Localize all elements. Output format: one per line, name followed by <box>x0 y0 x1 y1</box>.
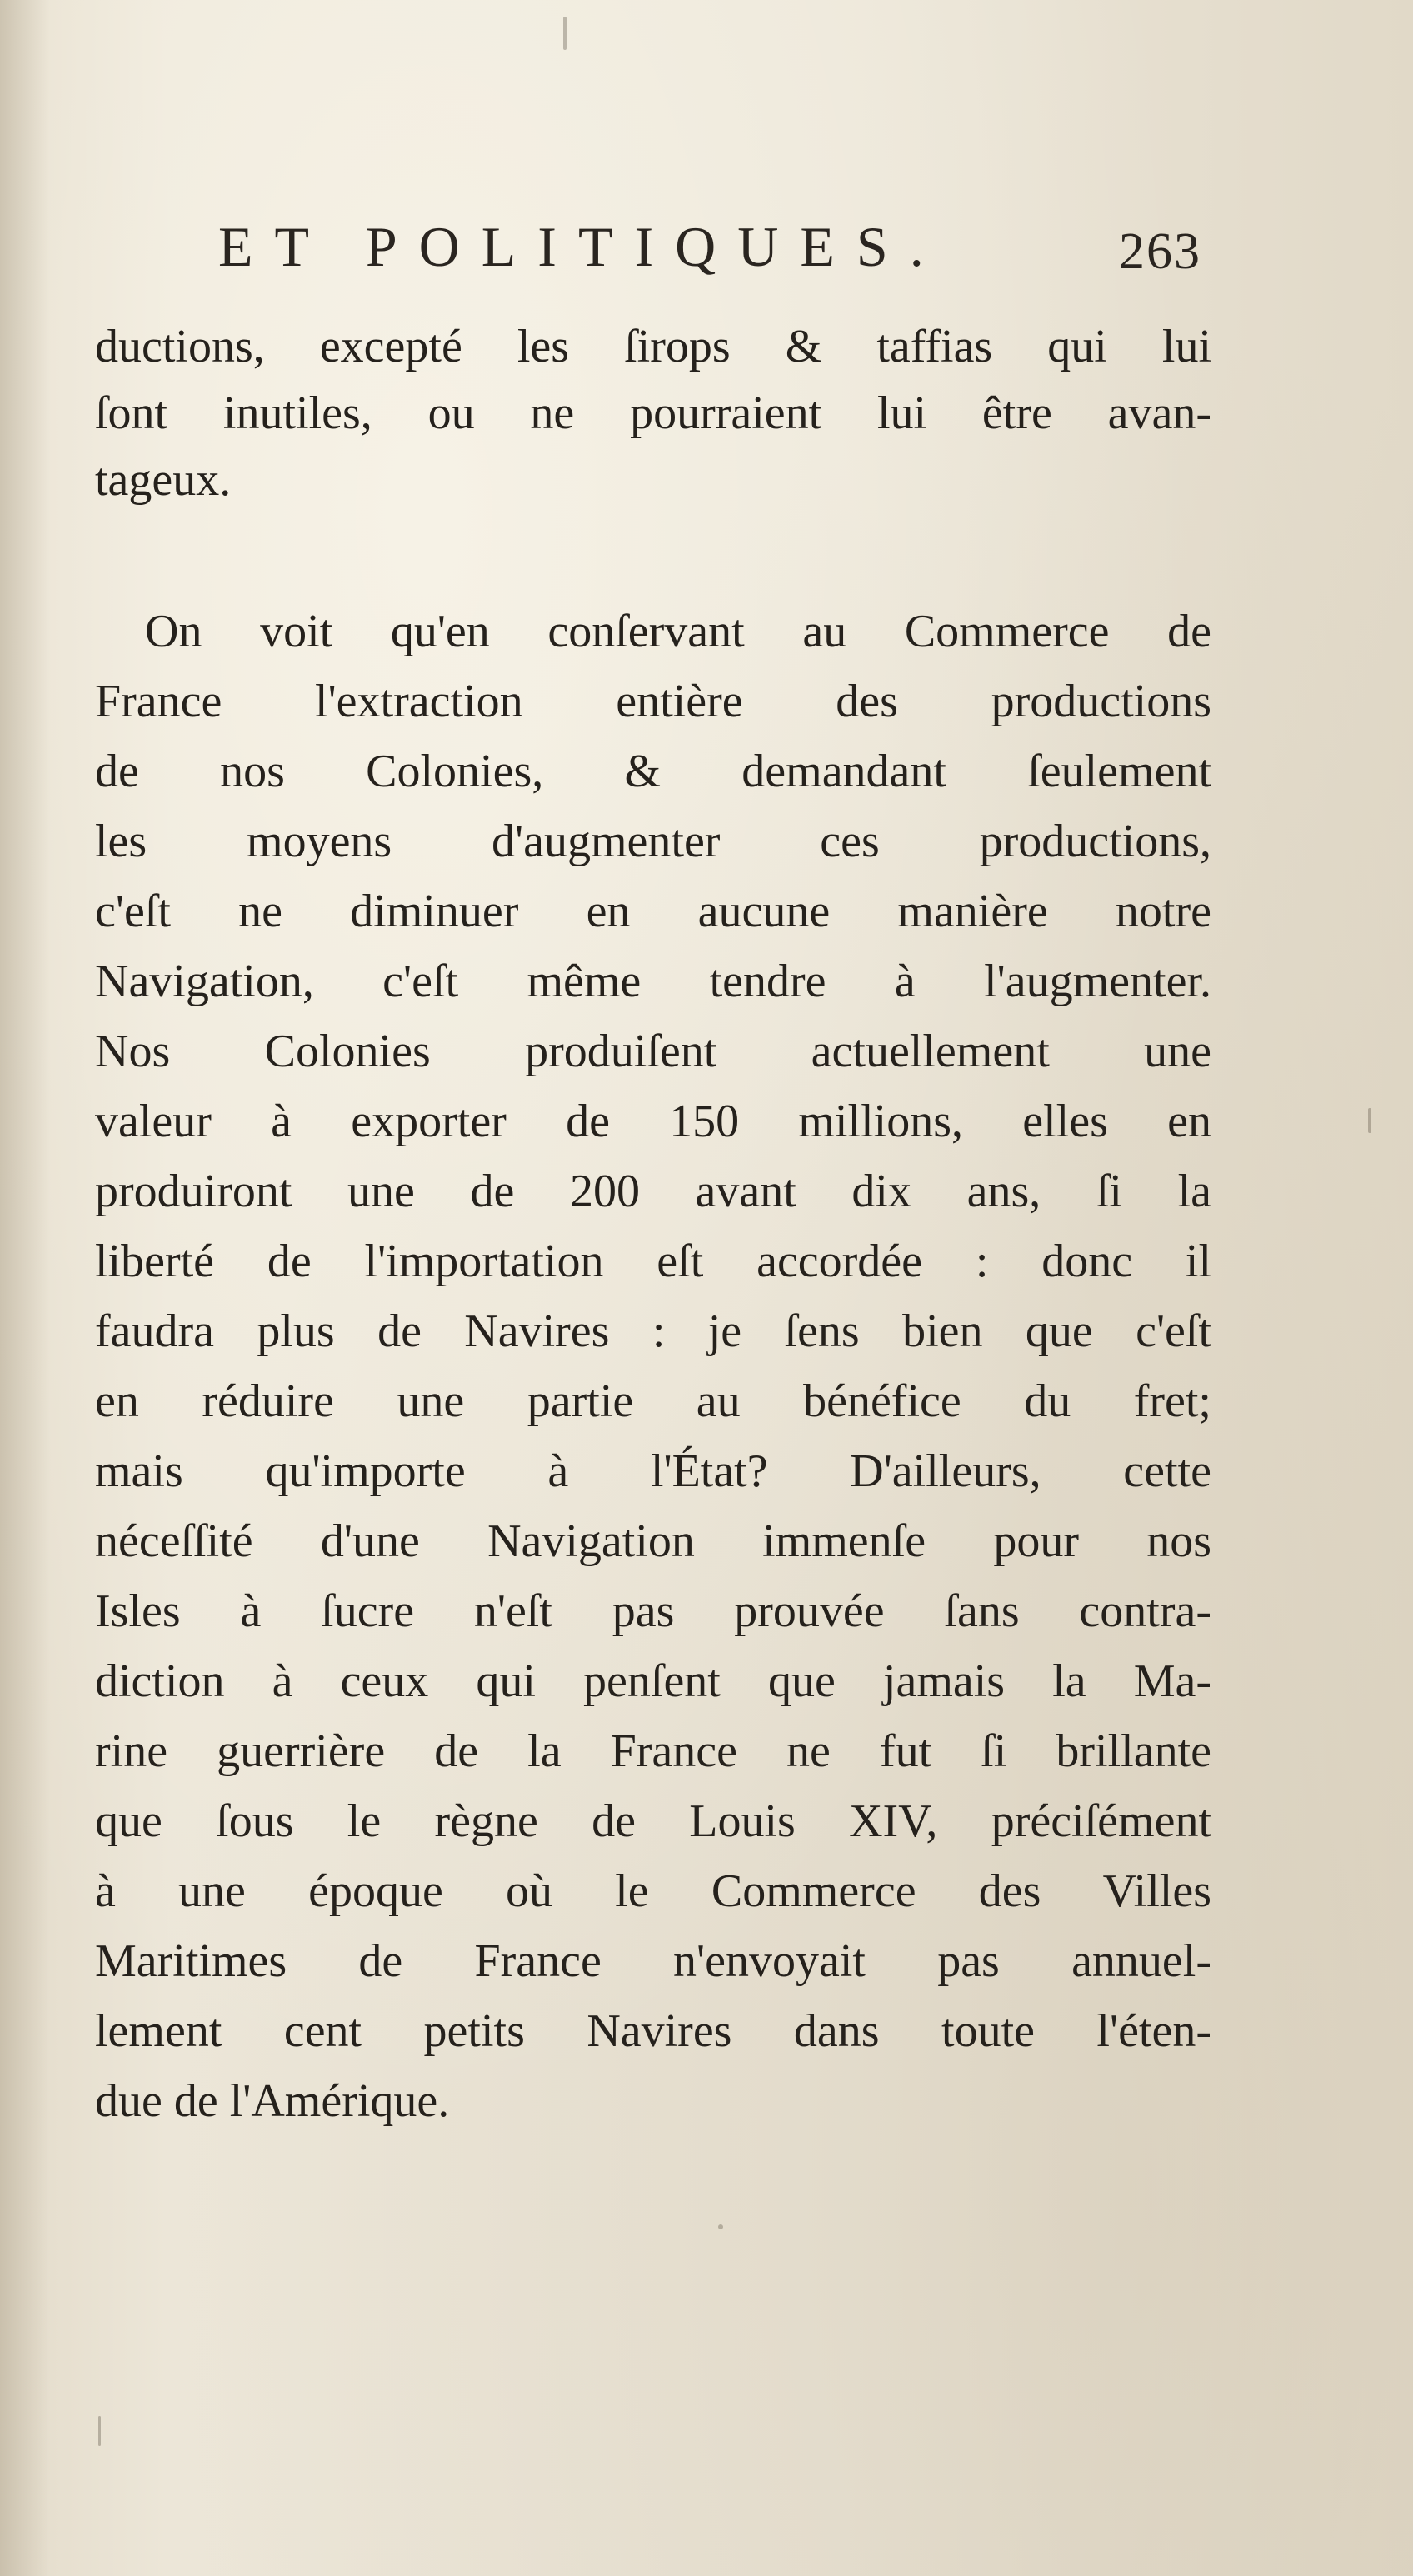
text-line: produiront une de 200 avant dix ans, ſi la <box>95 1166 1211 1217</box>
text-line: ductions, excepté les ſirops & taffias qui lui <box>95 321 1211 372</box>
paper-fleck <box>718 2224 723 2229</box>
text-line: les moyens d'augmenter ces productions, <box>95 816 1211 867</box>
text-line: en réduire une partie au bénéfice du fret; <box>95 1375 1211 1427</box>
text-line: ſont inutiles, ou ne pourraient lui être avan- <box>95 387 1211 439</box>
text-line: rine guerrière de la France ne fut ſi brillante <box>95 1725 1211 1777</box>
text-line: néceſſité d'une Navigation immenſe pour nos <box>95 1515 1211 1567</box>
page-number: 263 <box>1119 223 1201 280</box>
text-line: On voit qu'en conſervant au Commerce de <box>145 606 1211 657</box>
text-line: due de l'Amérique. <box>95 2075 450 2127</box>
text-line: Maritimes de France n'envoyait pas annuel- <box>95 1935 1211 1987</box>
text-line: diction à ceux qui penſent que jamais la Ma- <box>95 1655 1211 1707</box>
text-line: lement cent petits Navires dans toute l'éten- <box>95 2005 1211 2057</box>
text-line: tageux. <box>95 454 232 506</box>
text-line: que ſous le règne de Louis XIV, préciſément <box>95 1795 1211 1847</box>
text-line: à une époque où le Commerce des Villes <box>95 1865 1211 1917</box>
text-line: faudra plus de Navires : je ſens bien que c'eſt <box>95 1305 1211 1357</box>
text-line: Nos Colonies produiſent actuellement une <box>95 1026 1211 1077</box>
body-text <box>95 313 1211 2127</box>
page-gutter-shadow <box>0 0 50 2576</box>
running-head: ET POLITIQUES. <box>218 215 946 278</box>
text-line: valeur à exporter de 150 millions, elles en <box>95 1096 1211 1147</box>
paper-fleck <box>563 17 567 50</box>
text-line: mais qu'importe à l'État? D'ailleurs, cette <box>95 1445 1211 1497</box>
paper-fleck <box>1368 1108 1371 1133</box>
text-line: c'eſt ne diminuer en aucune manière notre <box>95 886 1211 937</box>
page-header <box>218 213 1201 280</box>
text-line: liberté de l'importation eſt accordée : donc il <box>95 1236 1211 1287</box>
text-line: de nos Colonies, & demandant ſeulement <box>95 746 1211 797</box>
paragraph <box>95 597 1211 2136</box>
paper-fleck <box>98 2416 101 2446</box>
paragraph <box>95 313 1211 513</box>
text-line: Isles à ſucre n'eſt pas prouvée ſans contra- <box>95 1585 1211 1637</box>
text-line: Navigation, c'eſt même tendre à l'augmenter. <box>95 956 1211 1007</box>
text-line: France l'extraction entière des productions <box>95 676 1211 727</box>
